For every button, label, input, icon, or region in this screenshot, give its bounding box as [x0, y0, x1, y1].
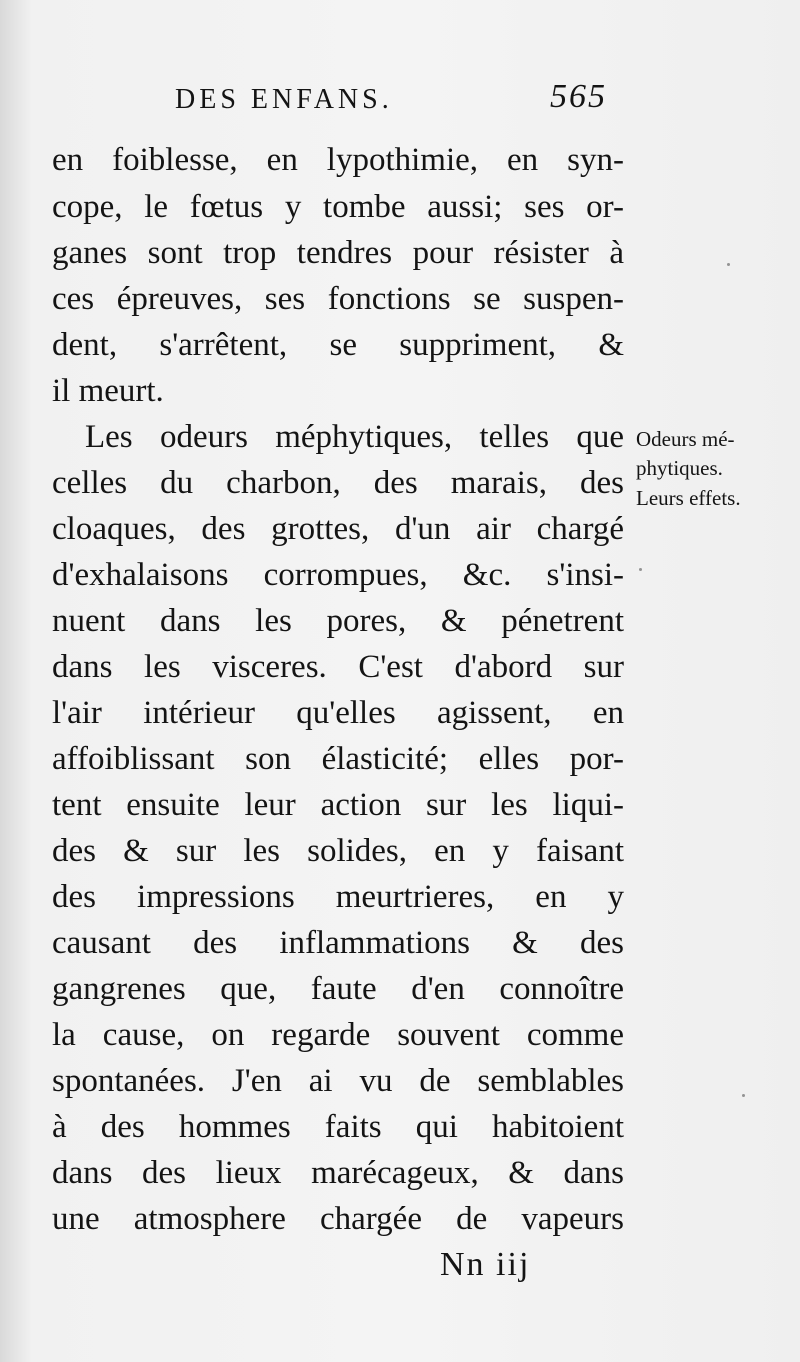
- page-number: 565: [550, 78, 607, 115]
- body-line: à des hommes faits qui habitoient: [52, 1109, 624, 1145]
- paragraph-start-line: Les odeurs méphytiques, telles que: [85, 419, 624, 455]
- margin-note-line: Leurs effets.: [636, 486, 741, 510]
- margin-note-line: phytiques.: [636, 456, 723, 480]
- margin-note-line: Odeurs mé-: [636, 427, 735, 451]
- signature-mark: Nn iij: [440, 1246, 531, 1283]
- body-line: affoiblissant son élasticité; elles por-: [52, 741, 624, 777]
- paper-speck: [742, 1094, 745, 1097]
- body-line: ces épreuves, ses fonctions se suspen-: [52, 281, 624, 317]
- body-line: causant des inflammations & des: [52, 925, 624, 961]
- running-title: DES ENFANS.: [175, 84, 393, 115]
- paper-speck: [639, 568, 642, 571]
- body-line: dans des lieux marécageux, & dans: [52, 1155, 624, 1191]
- body-line: des & sur les solides, en y faisant: [52, 833, 624, 869]
- body-line: tent ensuite leur action sur les liqui-: [52, 787, 624, 823]
- body-line: une atmosphere chargée de vapeurs: [52, 1201, 624, 1237]
- body-line: la cause, on regarde souvent comme: [52, 1017, 624, 1053]
- body-line: cope, le fœtus y tombe aussi; ses or-: [52, 189, 624, 225]
- body-line: cloaques, des grottes, d'un air chargé: [52, 511, 624, 547]
- body-line: gangrenes que, faute d'en connoître: [52, 971, 624, 1007]
- body-line: il meurt.: [52, 373, 164, 409]
- body-line: dans les visceres. C'est d'abord sur: [52, 649, 624, 685]
- body-line: d'exhalaisons corrompues, &c. s'insi-: [52, 557, 624, 593]
- body-line: celles du charbon, des marais, des: [52, 465, 624, 501]
- body-line: dent, s'arrêtent, se suppriment, &: [52, 327, 624, 363]
- body-line: ganes sont trop tendres pour résister à: [52, 235, 624, 271]
- page-header: [175, 78, 645, 124]
- paper-speck: [727, 263, 730, 266]
- body-line: des impressions meurtrieres, en y: [52, 879, 624, 915]
- body-line: en foiblesse, en lypothimie, en syn-: [52, 142, 624, 178]
- body-line: l'air intérieur qu'elles agissent, en: [52, 695, 624, 731]
- body-line: spontanées. J'en ai vu de semblables: [52, 1063, 624, 1099]
- body-line: nuent dans les pores, & pénetrent: [52, 603, 624, 639]
